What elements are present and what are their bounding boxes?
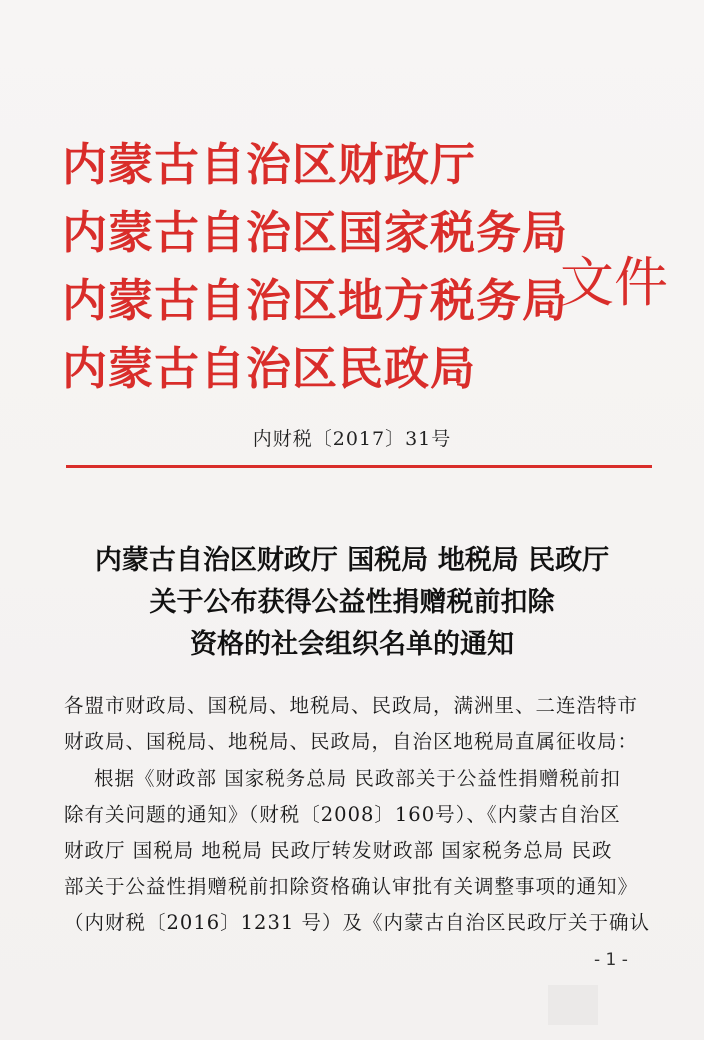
- document-header: [62, 128, 672, 398]
- body-line: 除有关问题的通知》（财税〔2008〕160号）、《内蒙古自治区: [64, 803, 621, 826]
- issuing-org-civil-affairs: 内蒙古自治区民政局: [62, 342, 477, 395]
- notice-title-line-1: 内蒙古自治区财政厅 国税局 地税局 民政厅: [94, 545, 610, 576]
- scan-artifact: [548, 985, 598, 1025]
- header-divider: [66, 465, 652, 468]
- issuing-org-national-tax: 内蒙古自治区国家税务局: [62, 206, 569, 259]
- notice-title-line-3: 资格的社会组织名单的通知: [190, 629, 514, 660]
- issuing-org-finance: 内蒙古自治区财政厅: [62, 138, 477, 191]
- body-line: 财政局、国税局、地税局、民政局，自治区地税局直属征收局：: [64, 730, 639, 753]
- issuing-org-local-tax: 内蒙古自治区地方税务局: [62, 274, 569, 327]
- body-line: 根据《财政部 国家税务总局 民政部关于公益性捐赠税前扣: [94, 767, 621, 790]
- page-number: - 1 -: [594, 950, 628, 970]
- document-number: 内财税〔2017〕31号: [252, 428, 452, 450]
- document-label: 文件: [560, 251, 668, 314]
- body-line: （内财税〔2016〕1231 号）及《内蒙古自治区民政厅关于确认: [64, 911, 650, 934]
- notice-title-line-2: 关于公布获得公益性捐赠税前扣除: [149, 587, 555, 618]
- body-line: 各盟市财政局、国税局、地税局、民政局，满洲里、二连浩特市: [64, 694, 639, 717]
- body-line: 部关于公益性捐赠税前扣除资格确认审批有关调整事项的通知》: [64, 875, 639, 898]
- body-line: 财政厅 国税局 地税局 民政厅转发财政部 国家税务总局 民政: [64, 839, 613, 862]
